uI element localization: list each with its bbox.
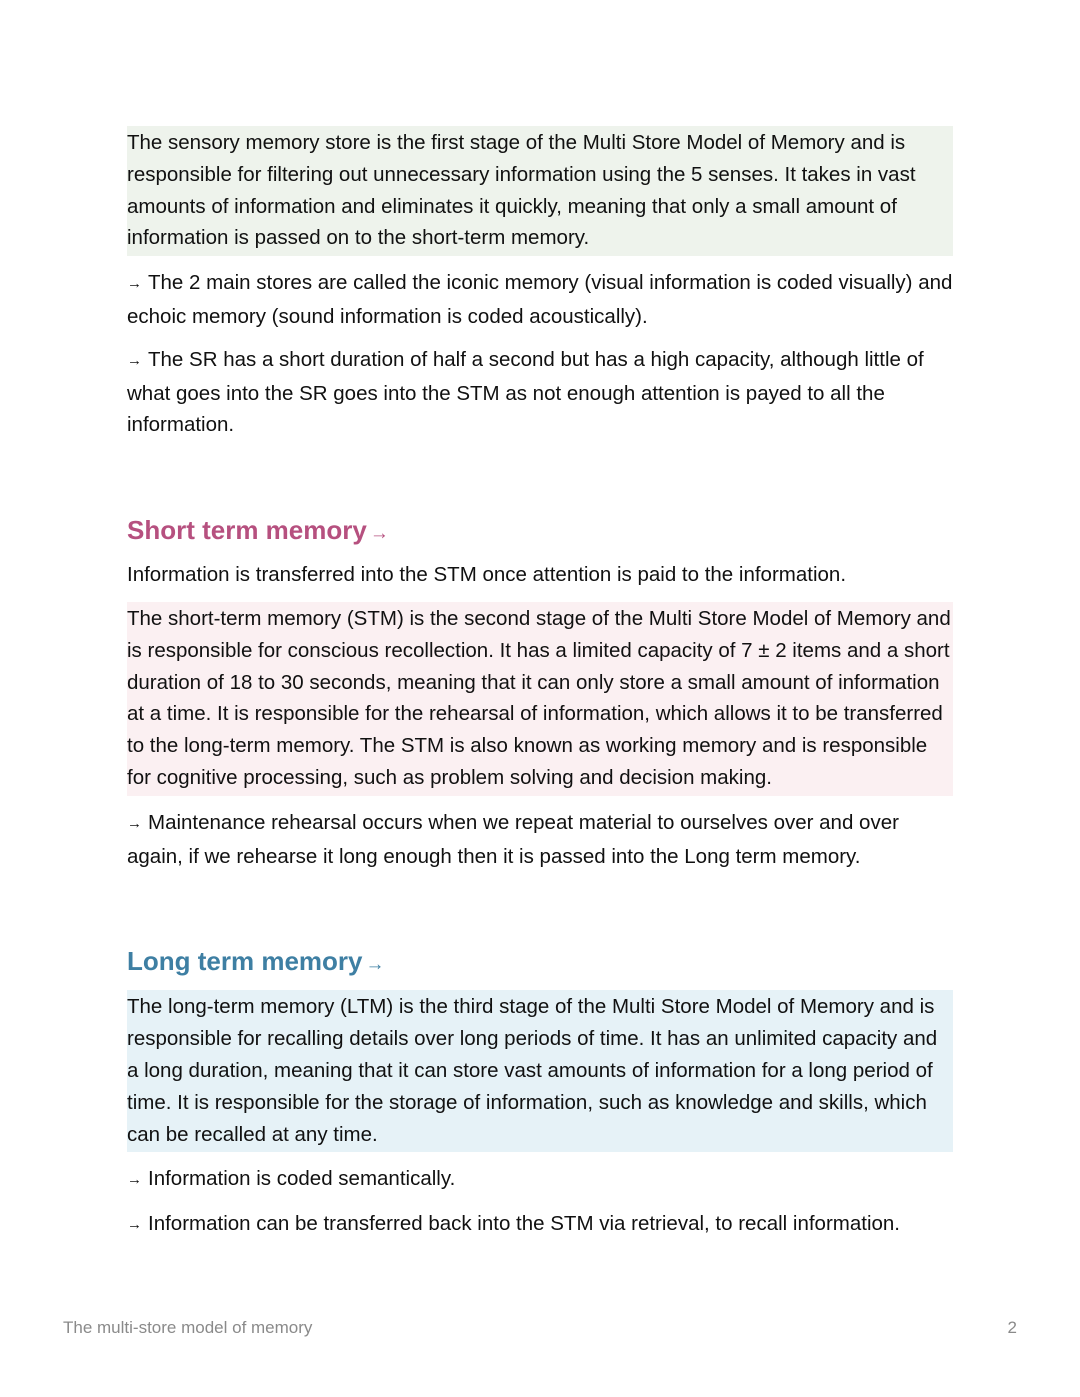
arrow-right-icon: →: [127, 275, 142, 293]
arrow-right-icon: →: [365, 954, 385, 976]
arrow-right-icon: →: [127, 814, 142, 832]
sensory-bullet: → The 2 main stores are called the iconic memory (visual information is coded visually) and echoic memory (sound information is coded acoustically).: [127, 271, 953, 328]
page-number: 2: [1007, 1318, 1017, 1337]
stm-lead: Information is transferred into the STM once attention is paid to the information.: [127, 563, 847, 587]
stm-summary: The short-term memory (STM) is the second stage of the Multi Store Model of Memory and is responsible for conscious recollection. It has a limited capacity of 7 ± 2 items and a short duration of 18 to 30 seconds, meaning that it can only store a small amount of information at a time. It is responsible for the rehearsal of information, which allows it to be transferred to the long-term memory. The STM is also known as working memory and is responsible for cognitive processing, such as problem solving and decision making.: [127, 602, 953, 796]
stm-heading: Short term memory →: [127, 515, 389, 546]
arrow-right-icon: →: [369, 523, 389, 545]
footer-title: The multi-store model of memory: [63, 1318, 313, 1337]
sensory-bullet: → The SR has a short duration of half a second but has a high capacity, although little of what goes into the SR goes into the STM as not enough attention is payed to all the information.: [127, 347, 924, 437]
arrow-right-icon: →: [127, 1216, 142, 1234]
ltm-bullet: → Information is coded semantically.: [127, 1167, 456, 1191]
arrow-right-icon: →: [127, 1171, 142, 1189]
ltm-heading: Long term memory →: [127, 946, 385, 977]
ltm-summary: The long-term memory (LTM) is the third stage of the Multi Store Model of Memory and is responsible for recalling details over long periods of time. It has an unlimited capacity and a long duration, meaning that it can store vast amounts of information for a long period of time. It is responsible for the storage of information, such as knowledge and skills, which can be recalled at any time.: [127, 990, 953, 1152]
document-body: [127, 126, 953, 1253]
ltm-bullet: → Information can be transferred back into the STM via retrieval, to recall information.: [127, 1212, 901, 1236]
stm-bullet: → Maintenance rehearsal occurs when we repeat material to ourselves over and over again, if we rehearse it long enough then it is passed into the Long term memory.: [127, 810, 899, 868]
sensory-summary: The sensory memory store is the first stage of the Multi Store Model of Memory and is responsible for filtering out unnecessary information using the 5 senses. It takes in vast amounts of information and eliminates it quickly, meaning that only a small amount of information is passed on to the short-term memory.: [127, 126, 953, 256]
arrow-right-icon: →: [127, 351, 142, 369]
